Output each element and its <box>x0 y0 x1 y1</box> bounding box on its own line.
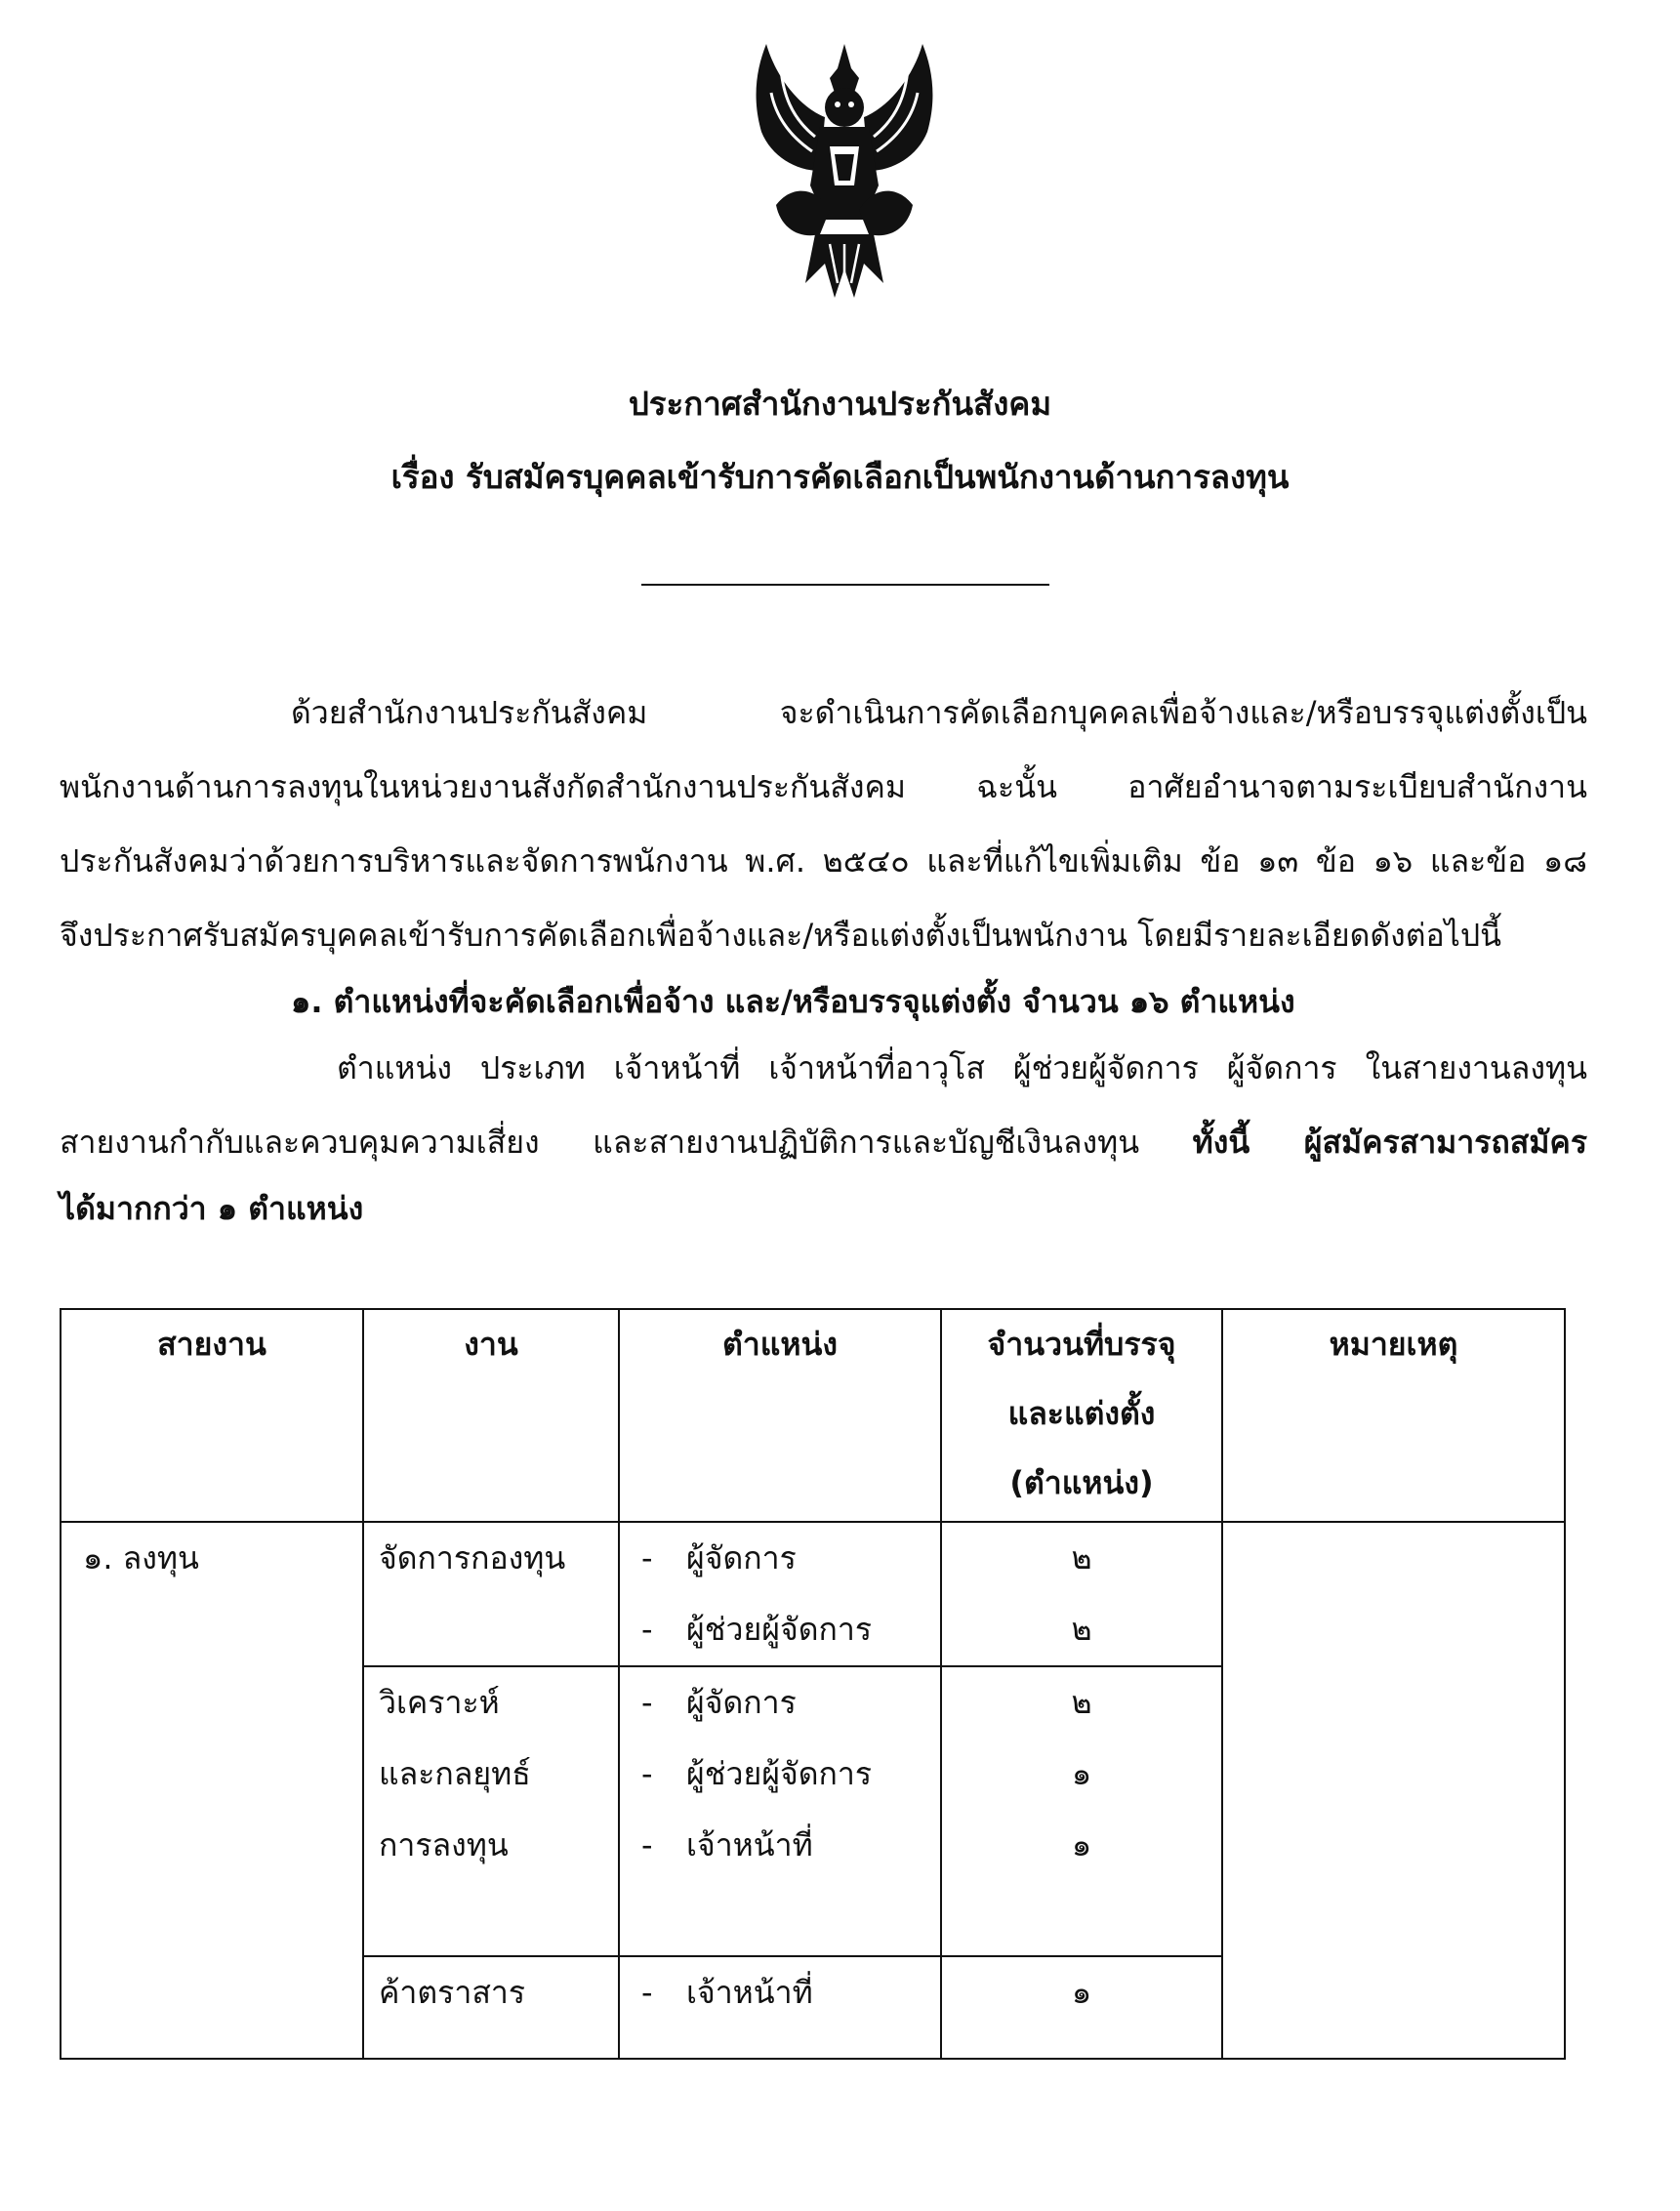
work-line: ค้าตราสาร <box>379 1974 525 2011</box>
count-cell <box>941 1666 1222 1956</box>
para2-line2-bold: ทั้งนี้ ผู้สมัครสามารถสมัคร <box>1192 1124 1588 1161</box>
position-line: - เจ้าหน้าที่ <box>641 1826 813 1863</box>
header-count-line2: และแต่งตั้ง <box>1007 1395 1156 1432</box>
count-value: ๑ <box>1071 1826 1092 1863</box>
para1-line3: ประกันสังคมว่าด้วยการบริหารและจัดการพนักงาน พ.ศ. ๒๕๔๐ และที่แก้ไขเพิ่มเติม ข้อ ๑๓ ข้อ ๑๖ และข้อ ๑๘ <box>60 842 1587 880</box>
para2-line3: ได้มากกว่า ๑ ตำแหน่ง <box>60 1190 364 1227</box>
header-count-line1: จำนวนที่บรรจุ <box>987 1326 1176 1363</box>
count-value: ๑ <box>1071 1974 1092 2011</box>
count-value: ๒ <box>1071 1684 1092 1721</box>
position-cell <box>619 1956 941 2059</box>
header-count <box>941 1309 1222 1522</box>
header-position: ตำแหน่ง <box>619 1309 941 1522</box>
para1-line1: ด้วยสำนักงานประกันสังคม จะดำเนินการคัดเลือกบุคคลเพื่อจ้างและ/หรือบรรจุแต่งตั้งเป็น <box>291 694 1587 731</box>
table-row <box>61 1522 1565 1666</box>
line-label: ๑. ลงทุน <box>83 1539 199 1576</box>
header-work: งาน <box>363 1309 619 1522</box>
count-value: ๑ <box>1071 1755 1092 1792</box>
count-value: ๒ <box>1071 1611 1092 1648</box>
position-line: - ผู้จัดการ <box>641 1539 797 1576</box>
count-cell <box>941 1956 1222 2059</box>
garuda-emblem-icon <box>722 39 966 312</box>
count-cell <box>941 1522 1222 1666</box>
work-cell <box>363 1956 619 2059</box>
header-count-line3: (ตำแหน่ง) <box>1009 1464 1154 1501</box>
positions-table <box>60 1308 1566 2060</box>
count-value: ๒ <box>1071 1539 1092 1576</box>
line-cell <box>61 1522 363 2059</box>
para1-line4: จึงประกาศรับสมัครบุคคลเข้ารับการคัดเลือกเพื่อจ้างและ/หรือแต่งตั้งเป็นพนักงาน โดยมีรายละเอียดดังต่อไปนี้ <box>60 917 1502 954</box>
position-line: - ผู้จัดการ <box>641 1684 797 1721</box>
para2-line1: ตำแหน่ง ประเภท เจ้าหน้าที่ เจ้าหน้าที่อาวุโส ผู้ช่วยผู้จัดการ ผู้จัดการ ในสายงานลงทุน <box>337 1049 1587 1086</box>
work-cell <box>363 1522 619 1666</box>
section1-heading: ๑. ตำแหน่งที่จะคัดเลือกเพื่อจ้าง และ/หรือบรรจุแต่งตั้ง จำนวน ๑๖ ตำแหน่ง <box>291 983 1295 1020</box>
announcement-subject: เรื่อง รับสมัครบุคคลเข้ารับการคัดเลือกเป็นพนักงานด้านการลงทุน <box>390 458 1290 496</box>
title-divider <box>641 584 1049 586</box>
page-title: ประกาศสำนักงานประกันสังคม <box>628 385 1052 423</box>
position-line: - ผู้ช่วยผู้จัดการ <box>641 1611 872 1648</box>
position-cell <box>619 1522 941 1666</box>
work-line: จัดการกองทุน <box>379 1539 566 1576</box>
work-line: และกลยุทธ์ <box>379 1755 531 1792</box>
position-cell <box>619 1666 941 1956</box>
header-remark: หมายเหตุ <box>1222 1309 1565 1522</box>
para2-line2 <box>60 1119 1587 1166</box>
position-line: - เจ้าหน้าที่ <box>641 1974 813 2011</box>
table-header-row <box>61 1309 1565 1522</box>
work-line: วิเคราะห์ <box>379 1684 500 1721</box>
header-line: สายงาน <box>61 1309 363 1522</box>
position-line: - ผู้ช่วยผู้จัดการ <box>641 1755 872 1792</box>
para2-line2-text: สายงานกำกับและควบคุมความเสี่ยง และสายงานปฏิบัติการและบัญชีเงินลงทุน <box>60 1124 1193 1161</box>
remark-cell <box>1222 1522 1565 2059</box>
para1-line2: พนักงานด้านการลงทุนในหน่วยงานสังกัดสำนักงานประกันสังคม ฉะนั้น อาศัยอำนาจตามระเบียบสำนักงาน <box>60 768 1587 805</box>
work-cell <box>363 1666 619 1956</box>
work-line: การลงทุน <box>379 1826 509 1863</box>
